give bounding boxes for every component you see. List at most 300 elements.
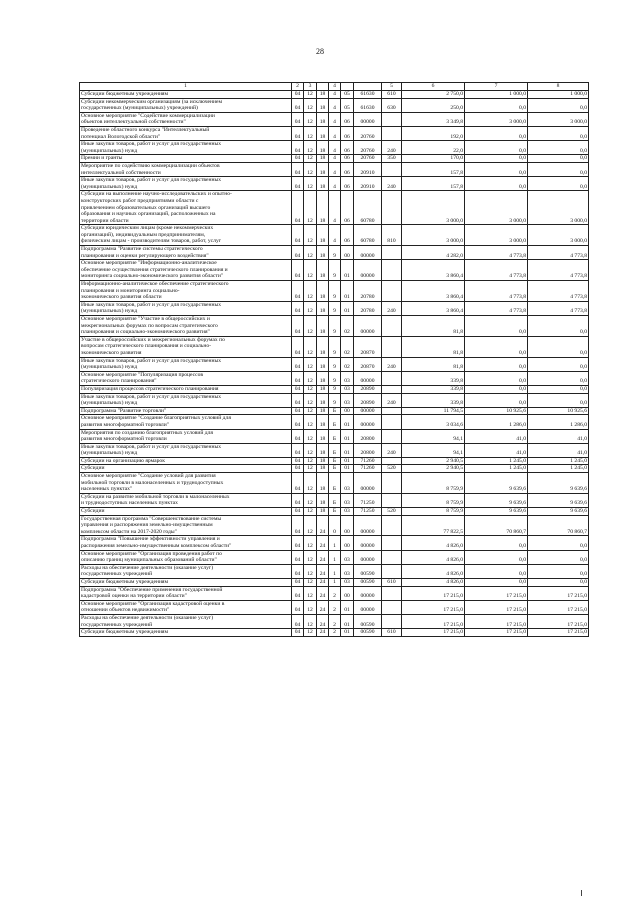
event-code: 06 [341, 225, 354, 246]
subprogram-code: 4 [329, 162, 341, 176]
row-name: Субсидии на организацию ярмарок [80, 457, 292, 465]
amount-3: 4 773,8 [528, 281, 589, 302]
direction-code: 00000 [354, 600, 382, 614]
expense-type-code: 350 [382, 155, 402, 163]
subprogram-code: 1 [329, 578, 341, 586]
expense-type-code [382, 162, 402, 176]
event-code: 05 [341, 91, 354, 99]
event-code: 06 [341, 112, 354, 126]
subsection-code: 12 [304, 141, 317, 155]
table-row [80, 112, 589, 126]
section-code: 04 [292, 536, 304, 550]
subprogram-code: 1 [329, 564, 341, 578]
row-name: Субсидии на выполнение научно-исследовательских и опытно- конструкторских работ предприятиями области с привлечением образовательных организаций высшего образования и научных организаций, расположенных на территории области [80, 191, 292, 225]
table-row [80, 141, 589, 155]
subsection-code: 12 [304, 155, 317, 163]
amount-3: 1 000,0 [528, 91, 589, 99]
program-code: 24 [317, 550, 329, 564]
section-code: 04 [292, 407, 304, 415]
subsection-code: 12 [304, 443, 317, 457]
subprogram-code: 9 [329, 357, 341, 371]
amount-3: 1 245,0 [528, 457, 589, 465]
expense-type-code [382, 614, 402, 628]
table-row [80, 336, 589, 357]
event-code: 06 [341, 126, 354, 140]
page-number: 28 [316, 47, 324, 56]
section-code: 04 [292, 508, 304, 516]
program-code: 18 [317, 91, 329, 99]
program-code: 18 [317, 385, 329, 393]
direction-code: 20760 [354, 126, 382, 140]
table-row [80, 564, 589, 578]
program-code: 18 [317, 126, 329, 140]
subsection-code: 12 [304, 316, 317, 337]
amount-3: 3 000,0 [528, 112, 589, 126]
event-code: 03 [341, 550, 354, 564]
event-code: 01 [341, 415, 354, 429]
subprogram-code: Б [329, 443, 341, 457]
header-cell-name: 1 [80, 83, 292, 91]
section-code: 04 [292, 260, 304, 281]
amount-1: 250,0 [402, 98, 465, 112]
table-row [80, 473, 589, 494]
direction-code: 20890 [354, 385, 382, 393]
table-row [80, 629, 589, 637]
subsection-code: 12 [304, 177, 317, 191]
amount-2: 17 215,0 [465, 614, 528, 628]
section-code: 04 [292, 126, 304, 140]
row-name: Проведение областного конкурса "Интеллектуальный потенциал Вологодской области" [80, 126, 292, 140]
program-code: 18 [317, 281, 329, 302]
amount-2: 0,0 [465, 98, 528, 112]
expense-type-code: 810 [382, 225, 402, 246]
subsection-code: 12 [304, 564, 317, 578]
amount-2: 17 215,0 [465, 586, 528, 600]
expense-type-code [382, 246, 402, 260]
program-code: 18 [317, 415, 329, 429]
direction-code: 60780 [354, 225, 382, 246]
expense-type-code [382, 564, 402, 578]
expense-type-code [382, 407, 402, 415]
amount-1: 3 000,0 [402, 225, 465, 246]
row-name: Иные закупки товаров, работ и услуг для государственных (муниципальных) нужд [80, 177, 292, 191]
amount-2: 0,0 [465, 316, 528, 337]
event-code: 01 [341, 614, 354, 628]
amount-3: 9 639,6 [528, 508, 589, 516]
subprogram-code: 1 [329, 536, 341, 550]
section-code: 04 [292, 316, 304, 337]
direction-code: 20910 [354, 162, 382, 176]
amount-1: 170,0 [402, 155, 465, 163]
row-name: Подпрограмма "Обеспечение применения государственной кадастровой оценки на территории области" [80, 586, 292, 600]
amount-3: 0,0 [528, 564, 589, 578]
expense-type-code [382, 415, 402, 429]
section-code: 04 [292, 301, 304, 315]
program-code: 18 [317, 407, 329, 415]
program-code: 24 [317, 536, 329, 550]
amount-2: 0,0 [465, 550, 528, 564]
program-code: 18 [317, 162, 329, 176]
row-name: Субсидии бюджетным учреждениям [80, 91, 292, 99]
program-code: 18 [317, 393, 329, 407]
table-row [80, 457, 589, 465]
header-cell-amount-1: 6 [402, 83, 465, 91]
section-code: 04 [292, 493, 304, 507]
program-code: 18 [317, 443, 329, 457]
amount-3: 0,0 [528, 385, 589, 393]
budget-table [79, 82, 589, 637]
event-code: 06 [341, 191, 354, 225]
program-code: 18 [317, 225, 329, 246]
direction-code: 20760 [354, 155, 382, 163]
amount-1: 81,8 [402, 316, 465, 337]
event-code: 02 [341, 316, 354, 337]
row-name: Подпрограмма "Развитие системы стратегического планирования и оценки регулирующего воздействия" [80, 246, 292, 260]
event-code: 01 [341, 260, 354, 281]
direction-code: 00000 [354, 550, 382, 564]
expense-type-code [382, 600, 402, 614]
table-row [80, 316, 589, 337]
subsection-code: 12 [304, 629, 317, 637]
event-code: 03 [341, 564, 354, 578]
subsection-code: 12 [304, 578, 317, 586]
table-row [80, 281, 589, 302]
subprogram-code: 9 [329, 246, 341, 260]
amount-3: 0,0 [528, 393, 589, 407]
section-code: 04 [292, 177, 304, 191]
expense-type-code: 240 [382, 357, 402, 371]
table-row [80, 508, 589, 516]
amount-1: 94,1 [402, 443, 465, 457]
amount-1: 192,0 [402, 126, 465, 140]
amount-2: 1 286,0 [465, 415, 528, 429]
program-code: 18 [317, 508, 329, 516]
section-code: 04 [292, 443, 304, 457]
section-code: 04 [292, 578, 304, 586]
table-row [80, 586, 589, 600]
amount-2: 0,0 [465, 336, 528, 357]
table-row [80, 177, 589, 191]
amount-3: 3 000,0 [528, 191, 589, 225]
expense-type-code [382, 493, 402, 507]
amount-1: 17 215,0 [402, 629, 465, 637]
table-row [80, 126, 589, 140]
amount-3: 0,0 [528, 162, 589, 176]
amount-3: 41,0 [528, 429, 589, 443]
amount-1: 339,8 [402, 385, 465, 393]
amount-1: 4 826,0 [402, 564, 465, 578]
subprogram-code: 4 [329, 155, 341, 163]
budget-table-container [79, 82, 588, 637]
amount-3: 0,0 [528, 371, 589, 385]
row-name: Премии и гранты [80, 155, 292, 163]
expense-type-code: 610 [382, 629, 402, 637]
amount-3: 4 773,8 [528, 301, 589, 315]
subprogram-code: Б [329, 429, 341, 443]
amount-1: 8 759,9 [402, 473, 465, 494]
subsection-code: 12 [304, 586, 317, 600]
row-name: Расходы на обеспечение деятельности (оказание услуг) государственных учреждений [80, 614, 292, 628]
amount-3: 17 215,0 [528, 586, 589, 600]
direction-code: 00590 [354, 578, 382, 586]
subsection-code: 12 [304, 246, 317, 260]
direction-code: 71250 [354, 493, 382, 507]
section-code: 04 [292, 91, 304, 99]
section-code: 04 [292, 473, 304, 494]
program-code: 18 [317, 457, 329, 465]
program-code: 24 [317, 614, 329, 628]
expense-type-code [382, 473, 402, 494]
expense-type-code: 520 [382, 508, 402, 516]
amount-1: 3 034,6 [402, 415, 465, 429]
amount-1: 11 794,5 [402, 407, 465, 415]
amount-3: 41,0 [528, 443, 589, 457]
program-code: 24 [317, 629, 329, 637]
amount-2: 0,0 [465, 126, 528, 140]
direction-code: 00000 [354, 260, 382, 281]
amount-1: 2 940,5 [402, 457, 465, 465]
section-code: 04 [292, 225, 304, 246]
expense-type-code [382, 586, 402, 600]
direction-code: 20800 [354, 429, 382, 443]
table-row [80, 465, 589, 473]
amount-1: 3 349,8 [402, 112, 465, 126]
subsection-code: 12 [304, 407, 317, 415]
section-code: 04 [292, 457, 304, 465]
amount-2: 70 860,7 [465, 515, 528, 536]
expense-type-code [382, 371, 402, 385]
table-body [80, 91, 589, 637]
amount-2: 0,0 [465, 393, 528, 407]
direction-code: 20760 [354, 141, 382, 155]
section-code: 04 [292, 155, 304, 163]
row-name: Субсидии на развитие мобильной торговли в малонаселенных и труднодоступных населенных пунктах [80, 493, 292, 507]
amount-2: 17 215,0 [465, 629, 528, 637]
amount-2: 4 773,8 [465, 301, 528, 315]
table-row [80, 162, 589, 176]
table-row [80, 371, 589, 385]
direction-code: 00000 [354, 316, 382, 337]
amount-1: 4 282,0 [402, 246, 465, 260]
header-cell-subsection: 3 [304, 83, 317, 91]
table-row [80, 429, 589, 443]
header-cell-section: 2 [292, 83, 304, 91]
table-row [80, 91, 589, 99]
subprogram-code: 0 [329, 515, 341, 536]
row-name: Мероприятие по содействию коммерциализации объектов интеллектуальной собственности [80, 162, 292, 176]
amount-1: 2 750,0 [402, 91, 465, 99]
row-name: Субсидии некоммерческим организациям (за исключением государственных (муниципальных) учреждений) [80, 98, 292, 112]
row-name: Расходы на обеспечение деятельности (оказание услуг) государственных учреждений [80, 564, 292, 578]
program-code: 18 [317, 260, 329, 281]
event-code: 03 [341, 473, 354, 494]
subprogram-code: 4 [329, 91, 341, 99]
amount-1: 17 215,0 [402, 586, 465, 600]
section-code: 04 [292, 357, 304, 371]
subsection-code: 12 [304, 536, 317, 550]
table-row [80, 493, 589, 507]
event-code: 03 [341, 371, 354, 385]
subsection-code: 12 [304, 550, 317, 564]
amount-2: 3 000,0 [465, 112, 528, 126]
subprogram-code: 4 [329, 225, 341, 246]
expense-type-code: 630 [382, 98, 402, 112]
amount-2: 4 773,8 [465, 246, 528, 260]
amount-1: 157,8 [402, 177, 465, 191]
row-name: Основное мероприятие "Информационно-аналитическое обеспечение осуществления стратегического планирования и мониторинга социально-экономического развития области" [80, 260, 292, 281]
amount-1: 4 826,0 [402, 536, 465, 550]
amount-2: 0,0 [465, 536, 528, 550]
section-code: 04 [292, 141, 304, 155]
amount-3: 0,0 [528, 155, 589, 163]
subsection-code: 12 [304, 429, 317, 443]
subsection-code: 12 [304, 465, 317, 473]
expense-type-code [382, 126, 402, 140]
expense-type-code: 520 [382, 465, 402, 473]
event-code: 03 [341, 493, 354, 507]
subsection-code: 12 [304, 493, 317, 507]
subprogram-code: Б [329, 407, 341, 415]
amount-2: 0,0 [465, 564, 528, 578]
direction-code: 00000 [354, 473, 382, 494]
amount-3: 0,0 [528, 141, 589, 155]
section-code: 04 [292, 550, 304, 564]
amount-3: 1 286,0 [528, 415, 589, 429]
event-code: 01 [341, 281, 354, 302]
direction-code: 20800 [354, 443, 382, 457]
section-code: 04 [292, 191, 304, 225]
amount-3: 0,0 [528, 550, 589, 564]
subsection-code: 12 [304, 281, 317, 302]
subprogram-code: 9 [329, 336, 341, 357]
program-code: 24 [317, 586, 329, 600]
amount-3: 0,0 [528, 177, 589, 191]
amount-2: 3 000,0 [465, 225, 528, 246]
subprogram-code: Б [329, 457, 341, 465]
amount-3: 0,0 [528, 316, 589, 337]
event-code: 03 [341, 578, 354, 586]
section-code: 04 [292, 614, 304, 628]
amount-3: 0,0 [528, 536, 589, 550]
subprogram-code: 9 [329, 301, 341, 315]
row-name: Информационно-аналитическое обеспечение стратегического планирования и мониторинга социально- экономического развития области [80, 281, 292, 302]
amount-2: 0,0 [465, 155, 528, 163]
program-code: 18 [317, 316, 329, 337]
subprogram-code: 9 [329, 393, 341, 407]
section-code: 04 [292, 246, 304, 260]
subprogram-code: Б [329, 415, 341, 429]
table-row [80, 515, 589, 536]
amount-2: 41,0 [465, 443, 528, 457]
event-code: 01 [341, 465, 354, 473]
amount-2: 4 773,8 [465, 260, 528, 281]
amount-2: 1 245,0 [465, 457, 528, 465]
subsection-code: 12 [304, 393, 317, 407]
event-code: 01 [341, 301, 354, 315]
expense-type-code [382, 260, 402, 281]
section-code: 04 [292, 515, 304, 536]
expense-type-code: 240 [382, 177, 402, 191]
amount-2: 0,0 [465, 371, 528, 385]
amount-3: 4 773,8 [528, 260, 589, 281]
program-code: 18 [317, 336, 329, 357]
subsection-code: 12 [304, 336, 317, 357]
amount-1: 81,8 [402, 357, 465, 371]
program-code: 18 [317, 177, 329, 191]
row-name: Иные закупки товаров, работ и услуг для государственных (муниципальных) нужд [80, 443, 292, 457]
program-code: 18 [317, 465, 329, 473]
amount-2: 10 925,6 [465, 407, 528, 415]
section-code: 04 [292, 393, 304, 407]
direction-code: 00000 [354, 407, 382, 415]
row-name: Иные закупки товаров, работ и услуг для государственных (муниципальных) нужд [80, 357, 292, 371]
expense-type-code: 610 [382, 91, 402, 99]
subsection-code: 12 [304, 162, 317, 176]
amount-2: 4 773,8 [465, 281, 528, 302]
direction-code: 00590 [354, 614, 382, 628]
section-code: 04 [292, 336, 304, 357]
row-name: Основное мероприятие "Участие в общероссийских и межрегиональных форумах по вопросам стратегического планирования и социально-экономического развития" [80, 316, 292, 337]
subsection-code: 12 [304, 191, 317, 225]
section-code: 04 [292, 281, 304, 302]
direction-code: 61630 [354, 98, 382, 112]
expense-type-code: 610 [382, 578, 402, 586]
table-row [80, 357, 589, 371]
direction-code: 71260 [354, 465, 382, 473]
event-code: 00 [341, 536, 354, 550]
expense-type-code [382, 191, 402, 225]
amount-2: 3 000,0 [465, 191, 528, 225]
expense-type-code [382, 316, 402, 337]
expense-type-code: 240 [382, 301, 402, 315]
amount-1: 339,8 [402, 393, 465, 407]
subsection-code: 12 [304, 515, 317, 536]
event-code: 06 [341, 155, 354, 163]
amount-3: 17 215,0 [528, 614, 589, 628]
program-code: 24 [317, 564, 329, 578]
row-name: Иные закупки товаров, работ и услуг для государственных (муниципальных) нужд [80, 301, 292, 315]
row-name: Участие в общероссийских и межрегиональных форумах по вопросам стратегического планирования и социально- экономического развития [80, 336, 292, 357]
amount-1: 8 759,9 [402, 508, 465, 516]
subprogram-code: 9 [329, 281, 341, 302]
amount-1: 157,8 [402, 162, 465, 176]
table-row [80, 415, 589, 429]
direction-code: 20910 [354, 177, 382, 191]
row-name: Иные закупки товаров, работ и услуг для государственных (муниципальных) нужд [80, 141, 292, 155]
amount-1: 3 000,0 [402, 191, 465, 225]
direction-code: 20780 [354, 301, 382, 315]
program-code: 24 [317, 578, 329, 586]
table-row [80, 260, 589, 281]
direction-code: 00000 [354, 415, 382, 429]
row-name: Субсидии бюджетным учреждениям [80, 629, 292, 637]
table-row [80, 550, 589, 564]
section-code: 04 [292, 629, 304, 637]
amount-3: 9 639,6 [528, 473, 589, 494]
header-cell-target-article: 4 [329, 83, 341, 91]
section-code: 04 [292, 564, 304, 578]
section-code: 04 [292, 385, 304, 393]
table-row [80, 443, 589, 457]
header-cell-expense-type: 5 [382, 83, 402, 91]
subsection-code: 12 [304, 260, 317, 281]
direction-code: 00590 [354, 564, 382, 578]
section-code: 04 [292, 429, 304, 443]
row-name: Основное мероприятие "Создание условий для развития мобильной торговли в малонаселенных и труднодоступных населенных пунктах" [80, 473, 292, 494]
event-code: 05 [341, 98, 354, 112]
event-code: 03 [341, 385, 354, 393]
direction-code: 71260 [354, 457, 382, 465]
